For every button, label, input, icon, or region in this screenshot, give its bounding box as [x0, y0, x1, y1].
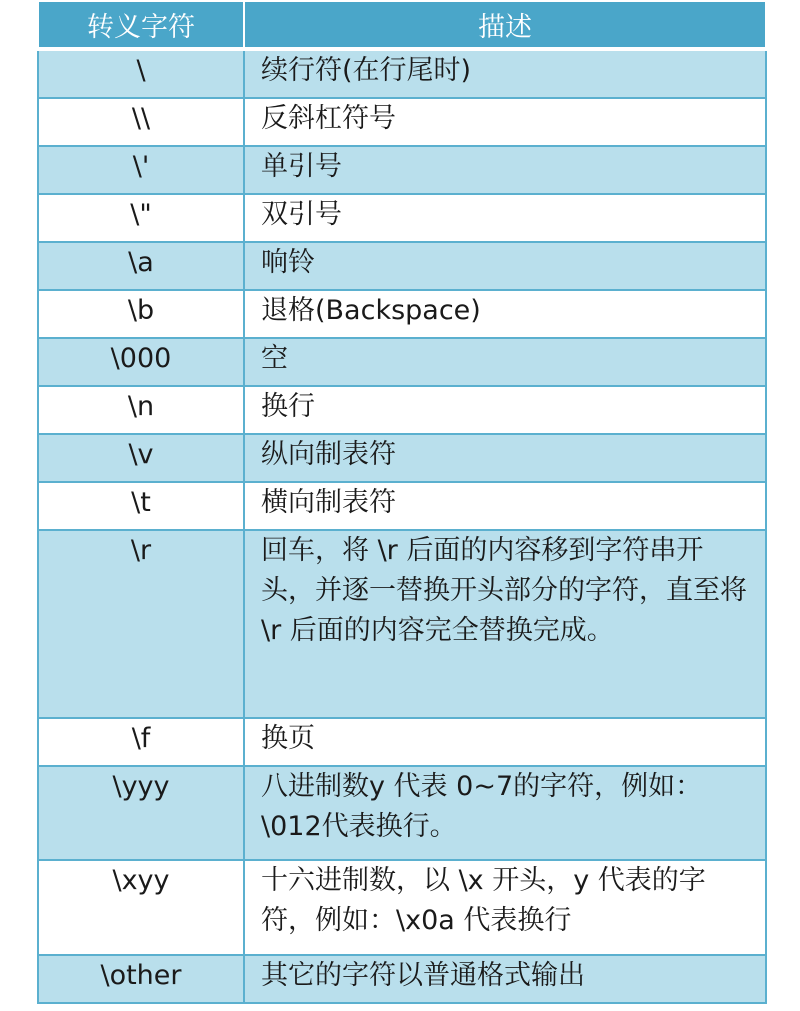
table-row: [38, 194, 766, 242]
escape-character-table: [37, 2, 767, 1004]
table-body: [38, 49, 766, 1003]
description-cell: 八进制数y 代表 0~7的字符，例如：\012代表换行。: [244, 766, 766, 860]
header-description: 描述: [244, 2, 766, 49]
escape-character-cell: \n: [38, 386, 244, 434]
escape-character-cell: \: [38, 49, 244, 98]
table-row: [38, 530, 766, 718]
description-cell: 纵向制表符: [244, 434, 766, 482]
description-cell: 响铃: [244, 242, 766, 290]
table-row: [38, 386, 766, 434]
escape-character-cell: \a: [38, 242, 244, 290]
table-row: [38, 98, 766, 146]
table-row: [38, 338, 766, 386]
escape-character-cell: \t: [38, 482, 244, 530]
escape-character-cell: \": [38, 194, 244, 242]
description-cell: 换行: [244, 386, 766, 434]
escape-character-cell: \f: [38, 718, 244, 766]
table-header: [38, 2, 766, 49]
table-row: [38, 860, 766, 955]
description-cell: 换页: [244, 718, 766, 766]
escape-character-cell: \other: [38, 955, 244, 1003]
description-cell: 其它的字符以普通格式输出: [244, 955, 766, 1003]
table-row: [38, 766, 766, 860]
description-cell: 横向制表符: [244, 482, 766, 530]
table-row: [38, 434, 766, 482]
table-row: [38, 718, 766, 766]
escape-character-cell: \r: [38, 530, 244, 718]
escape-character-cell: \\: [38, 98, 244, 146]
table-row: [38, 290, 766, 338]
description-cell: 反斜杠符号: [244, 98, 766, 146]
table-row: [38, 482, 766, 530]
description-cell: 回车，将 \r 后面的内容移到字符串开头，并逐一替换开头部分的字符，直至将 \r 后面的内容完全替换完成。: [244, 530, 766, 718]
description-cell: 双引号: [244, 194, 766, 242]
escape-character-cell: \yyy: [38, 766, 244, 860]
table-row: [38, 955, 766, 1003]
header-escape-character: 转义字符: [38, 2, 244, 49]
description-cell: 续行符(在行尾时): [244, 49, 766, 98]
description-cell: 单引号: [244, 146, 766, 194]
escape-character-cell: \xyy: [38, 860, 244, 955]
escape-character-cell: \000: [38, 338, 244, 386]
header-row: [38, 2, 766, 49]
escape-character-cell: \b: [38, 290, 244, 338]
table-row: [38, 242, 766, 290]
table-row: [38, 49, 766, 98]
escape-character-cell: \': [38, 146, 244, 194]
description-cell: 十六进制数，以 \x 开头，y 代表的字符，例如：\x0a 代表换行: [244, 860, 766, 955]
table-row: [38, 146, 766, 194]
description-cell: 退格(Backspace): [244, 290, 766, 338]
description-cell: 空: [244, 338, 766, 386]
escape-character-cell: \v: [38, 434, 244, 482]
